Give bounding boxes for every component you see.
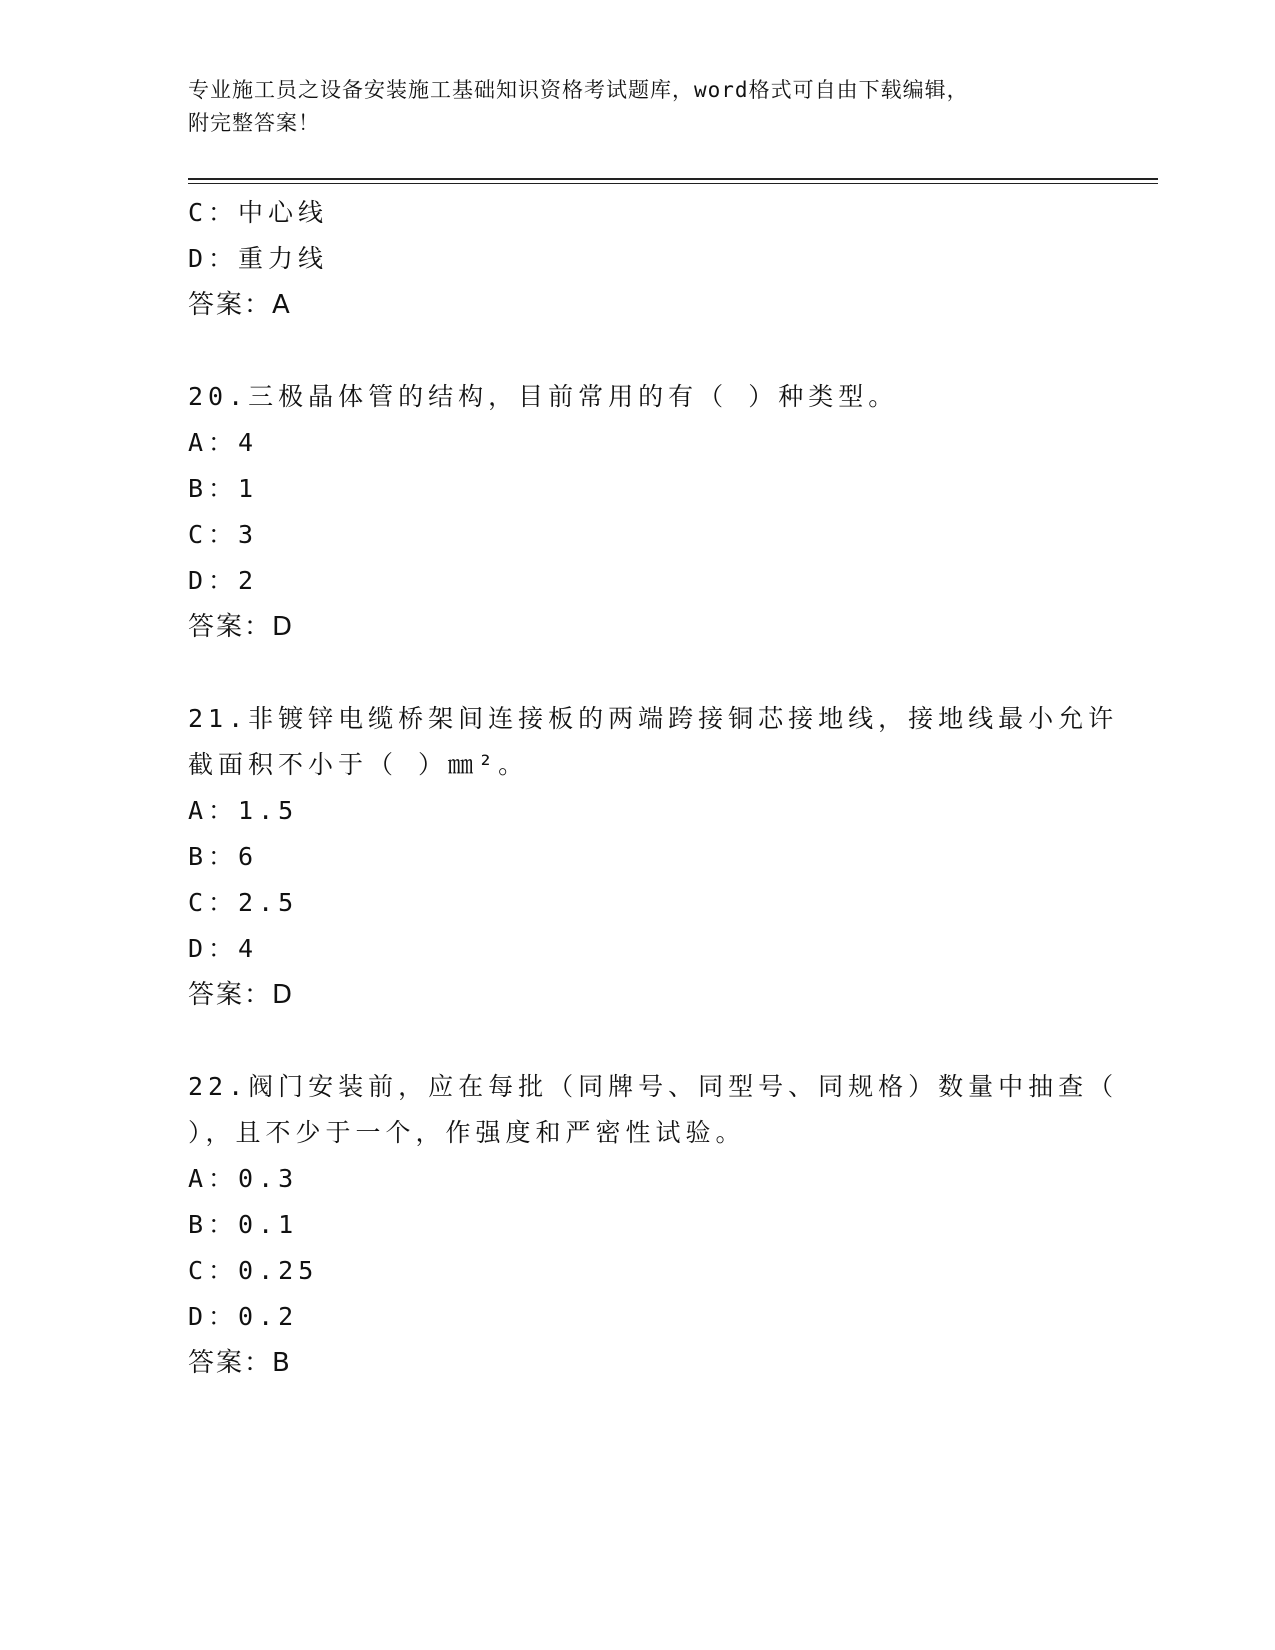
answer-line: 答案：A xyxy=(188,290,292,320)
question-21 xyxy=(188,696,1119,1018)
header-line-2: 附完整答案！ xyxy=(188,111,320,135)
header-divider xyxy=(188,178,1158,180)
option-a: A：0.3 xyxy=(188,1164,299,1193)
question-text-continued: 截面积不小于（ ）㎜²。 xyxy=(188,750,529,779)
document-header xyxy=(188,74,1088,140)
header-divider-thin xyxy=(188,183,1158,184)
answer-line: 答案：D xyxy=(188,612,295,642)
option-d: D：2 xyxy=(188,566,259,595)
option-c: C：3 xyxy=(188,520,259,549)
answer-line: 答案：B xyxy=(188,1348,292,1378)
question-text: 21.非镀锌电缆桥架间连接板的两端跨接铜芯接地线，接地线最小允许 xyxy=(188,704,1119,733)
question-20 xyxy=(188,374,1088,650)
option-d: D：4 xyxy=(188,934,259,963)
question-list xyxy=(188,190,1119,1386)
option-b: B：0.1 xyxy=(188,1210,299,1239)
option-b: B：1 xyxy=(188,474,259,503)
option-a: A：1.5 xyxy=(188,796,299,825)
question-text-continued: ），且不少于一个，作强度和严密性试验。 xyxy=(188,1118,746,1147)
option-d: D：0.2 xyxy=(188,1302,299,1331)
question-text: 22.阀门安装前，应在每批（同牌号、同型号、同规格）数量中抽查（ xyxy=(188,1072,1119,1101)
question-text: 20.三极晶体管的结构，目前常用的有（ ）种类型。 xyxy=(188,382,899,411)
answer-line: 答案：D xyxy=(188,980,295,1010)
question-22 xyxy=(188,1064,1119,1386)
option-d: D：重力线 xyxy=(188,244,329,273)
option-c: C：2.5 xyxy=(188,888,299,917)
option-c: C：0.25 xyxy=(188,1256,319,1285)
option-b: B：6 xyxy=(188,842,259,871)
header-line-1: 专业施工员之设备安装施工基础知识资格考试题库，word格式可自由下载编辑， xyxy=(188,78,969,102)
option-a: A：4 xyxy=(188,428,259,457)
previous-question-tail xyxy=(188,190,1088,328)
option-c: C：中心线 xyxy=(188,198,329,227)
